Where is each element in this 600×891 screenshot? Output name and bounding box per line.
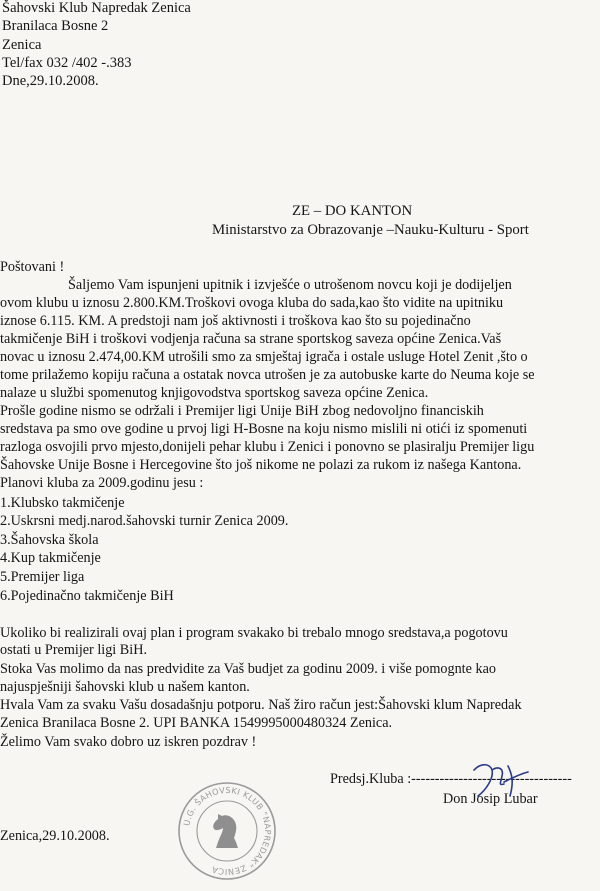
closing-line: ostati u Premijer ligi BiH. [0,642,147,658]
body-line: iznose 6.115. KM. A predstoji nam još aktivnosti i troškova kao što su pojedinačno [0,313,471,329]
body-line: Šaljemo Vam ispunjeni upitnik i izvješće o utrošenom novcu koji je dodijeljen [68,277,512,293]
body-line: nalaze u službi spomenutog knjigovodstva sportskog saveza općine Zenica. [0,385,429,401]
sender-club-name: Šahovski Klub Napredak Zenica [2,0,191,16]
list-item: 5.Premijer liga [0,569,85,585]
signatory-name: Don Josip Lubar [443,791,538,807]
sender-date: Dne,29.10.2008. [2,73,99,89]
sender-street: Branilaca Bosne 2 [2,18,109,34]
body-line: ovom klubu u iznosu 2.800.KM.Troškovi ovoga kluba do sada,kao što vidite na upitniku [0,295,504,311]
body-line: Planovi kluba za 2009.godinu jesu : [0,475,204,491]
knight-icon [213,814,238,848]
body-line: takmičenje BiH i troškovi vodjenja računa sa strane sportskog saveza općine Zenica.Vaš [0,331,502,347]
stamp-text: U.G. ŠAHOVSKI KLUB "NAPREDAK" ZENICA [181,784,274,878]
sender-city: Zenica [2,37,42,53]
list-item: 3.Šahovska škola [0,532,99,548]
body-line: sredstava pa smo ove godine u prvoj ligi H-Bosne na koju nismo mislili ni otići iz spomenuti [0,421,528,437]
body-line: razloga osvojili prvo mjesto,donijeli pehar klubu i Zenici i ponovno se plasiralju Premijer ligu [0,439,535,455]
body-line: tome prilažemo kopiju računa a ostatak novca utrošen je za autobuske karte do Neuma koje se [0,367,535,383]
list-item: 1.Klubsko takmičenje [0,495,125,511]
body-line: Prošle godine nismo se održali i Premijer ligi Unije BiH zbog nedovoljno financiskih [0,403,484,419]
club-stamp [176,780,278,882]
body-line: Šahovske Unije Bosne i Hercegovine što još nikome ne polazi za rukom iz našega Kantona. [0,457,522,473]
closing-line: Ukoliko bi realizirali ovaj plan i program svakako bi trebalo mnogo sredstava,a pogotovu [0,625,508,641]
list-item: 2.Uskrsni medj.narod.šahovski turnir Zenica 2009. [0,513,289,529]
list-item: 6.Pojedinačno takmičenje BiH [0,588,174,604]
recipient-canton: ZE – DO KANTON [292,203,413,219]
body-line: novac u iznosu 2.474,00.KM utrošili smo za smještaj igrača i ostale usluge Hotel Zenit ,što o [0,349,528,365]
list-item: 4.Kup takmičenje [0,550,101,566]
salutation: Poštovani ! [0,259,65,275]
closing-line: Stoka Vas molimo da nas predvidite za Vaš budjet za godinu 2009. i više pomognte kao [0,661,496,677]
closing-line: Hvala Vam za svaku Vašu dosadašnju potporu. Naš žiro račun jest:Šahovski klum Napredak [0,697,522,713]
handwritten-signature [468,756,532,808]
closing-line: Želimo Vam svako dobro uz iskren pozdrav ! [0,734,257,750]
recipient-ministry: Ministarstvo za Obrazovanje –Nauku-Kulturu - Sport [212,222,529,238]
closing-line: najuspješniji šahovski klub u našem kanton. [0,679,250,695]
closing-line: Zenica Branilaca Bosne 2. UPI BANKA 1549995000480324 Zenica. [0,715,393,731]
footer-place-date: Zenica,29.10.2008. [0,828,110,844]
signatory-label: Predsj.Kluba :---------------------------------- [330,771,572,787]
sender-phone: Tel/fax 032 /402 -.383 [2,55,132,71]
